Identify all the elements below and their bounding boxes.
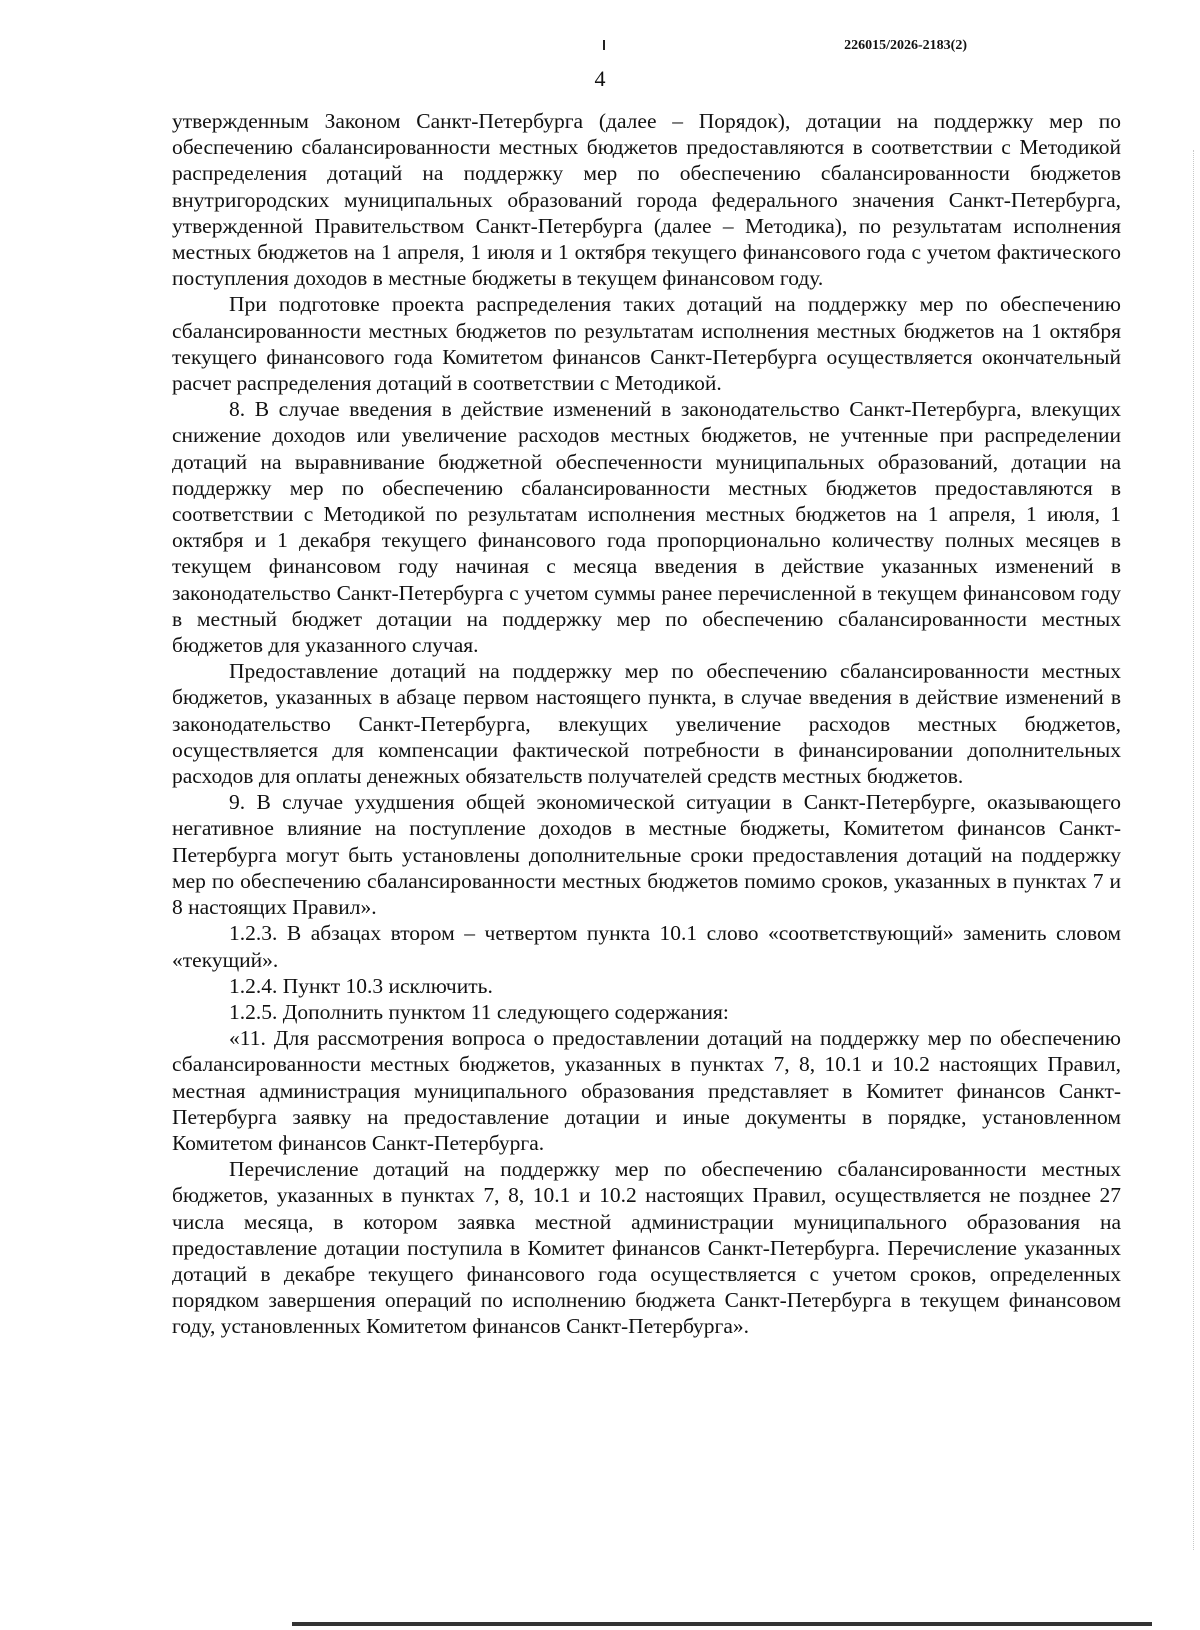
scan-artifact-mark	[603, 40, 605, 50]
paragraph-item-9: 9. В случае ухудшения общей экономической ситуации в Санкт-Петербурге, оказывающего негативное влияние на поступление доходов в местные бюджеты, Комитетом финансов Санкт-Петербурга могут быть установлены дополнительные сроки предоставления дотаций на поддержку мер по обеспечению сбалансированности местных бюджетов помимо сроков, указанных в пунктах 7 и 8 настоящих Правил».	[172, 790, 1121, 920]
paragraph-clause-1-2-4: 1.2.4. Пункт 10.3 исключить.	[229, 973, 493, 998]
page-number: 4	[594, 66, 606, 91]
document-body	[172, 108, 1121, 1340]
bottom-scan-line	[292, 1622, 1152, 1626]
paragraph-item-11-transfer: Перечисление дотаций на поддержку мер по обеспечению сбалансированности местных бюджетов, указанных в пунктах 7, 8, 10.1 и 10.2 настоящих Правил, осуществляется не позднее 27 числа месяца, в котором заявка местной администрации муниципального образования на предоставление дотации поступила в Комитет финансов Санкт-Петербурга. Перечисление указанных дотаций в декабре текущего финансового года осуществляется с учетом сроков, определенных порядком завершения операций по исполнению бюджета Санкт-Петербурга в текущем финансовом году, установленных Комитетом финансов Санкт-Петербурга».	[172, 1157, 1121, 1339]
paragraph-clause-1-2-5: 1.2.5. Дополнить пунктом 11 следующего содержания:	[229, 999, 729, 1024]
paragraph-item-8: 8. В случае введения в действие изменений в законодательство Санкт-Петербурга, влекущих снижение доходов или увеличение расходов местных бюджетов, не учтенные при распределении дотаций на выравнивание бюджетной обеспеченности муниципальных образований, дотации на поддержку мер по обеспечению сбалансированности местных бюджетов предоставляются в соответствии с Методикой по результатам исполнения местных бюджетов на 1 апреля, 1 июля, 1 октября и 1 декабря текущего финансового года пропорционально количеству полных месяцев в текущем финансовом году начиная с месяца введения в действие указанных изменений в законодательство Санкт-Петербурга с учетом суммы ранее перечисленной в текущем финансовом году в местный бюджет дотации на поддержку мер по обеспечению сбалансированности местных бюджетов для указанного случая.	[172, 397, 1121, 658]
document-registration-number: 226015/2026-2183(2)	[844, 38, 967, 53]
paragraph-clause-1-2-3: 1.2.3. В абзацах втором – четвертом пункта 10.1 слово «соответствующий» заменить словом «текущий».	[172, 921, 1121, 972]
paragraph-final-calculation: При подготовке проекта распределения таких дотаций на поддержку мер по обеспечению сбалансированности местных бюджетов по результатам исполнения местных бюджетов на 1 октября текущего финансового года Комитетом финансов Санкт-Петербурга осуществляется окончательный расчет распределения дотаций в соответствии с Методикой.	[172, 292, 1121, 396]
paragraph-continuation: утвержденным Законом Санкт-Петербурга (далее – Порядок), дотации на поддержку мер по обеспечению сбалансированности местных бюджетов предоставляются в соответствии с Методикой распределения дотаций на поддержку мер по обеспечению сбалансированности бюджетов внутригородских муниципальных образований города федерального значения Санкт-Петербурга, утвержденной Правительством Санкт-Петербурга (далее – Методика), по результатам исполнения местных бюджетов на 1 апреля, 1 июля и 1 октября текущего финансового года с учетом фактического поступления доходов в местные бюджеты в текущем финансовом году.	[172, 109, 1121, 291]
paragraph-item-8-compensation: Предоставление дотаций на поддержку мер по обеспечению сбалансированности местных бюджетов, указанных в абзаце первом настоящего пункта, в случае введения в действие изменений в законодательство Санкт-Петербурга, влекущих увеличение расходов местных бюджетов, осуществляется для компенсации фактической потребности в финансировании дополнительных расходов для оплаты денежных обязательств получателей средств местных бюджетов.	[172, 659, 1121, 789]
scan-edge-artifact	[1192, 150, 1194, 1550]
paragraph-item-11: «11. Для рассмотрения вопроса о предоставлении дотаций на поддержку мер по обеспечению сбалансированности местных бюджетов, указанных в пунктах 7, 8, 10.1 и 10.2 настоящих Правил, местная администрация муниципального образования представляет в Комитет финансов Санкт-Петербурга заявку на предоставление дотации и иные документы в порядке, установленном Комитетом финансов Санкт-Петербурга.	[172, 1026, 1121, 1155]
